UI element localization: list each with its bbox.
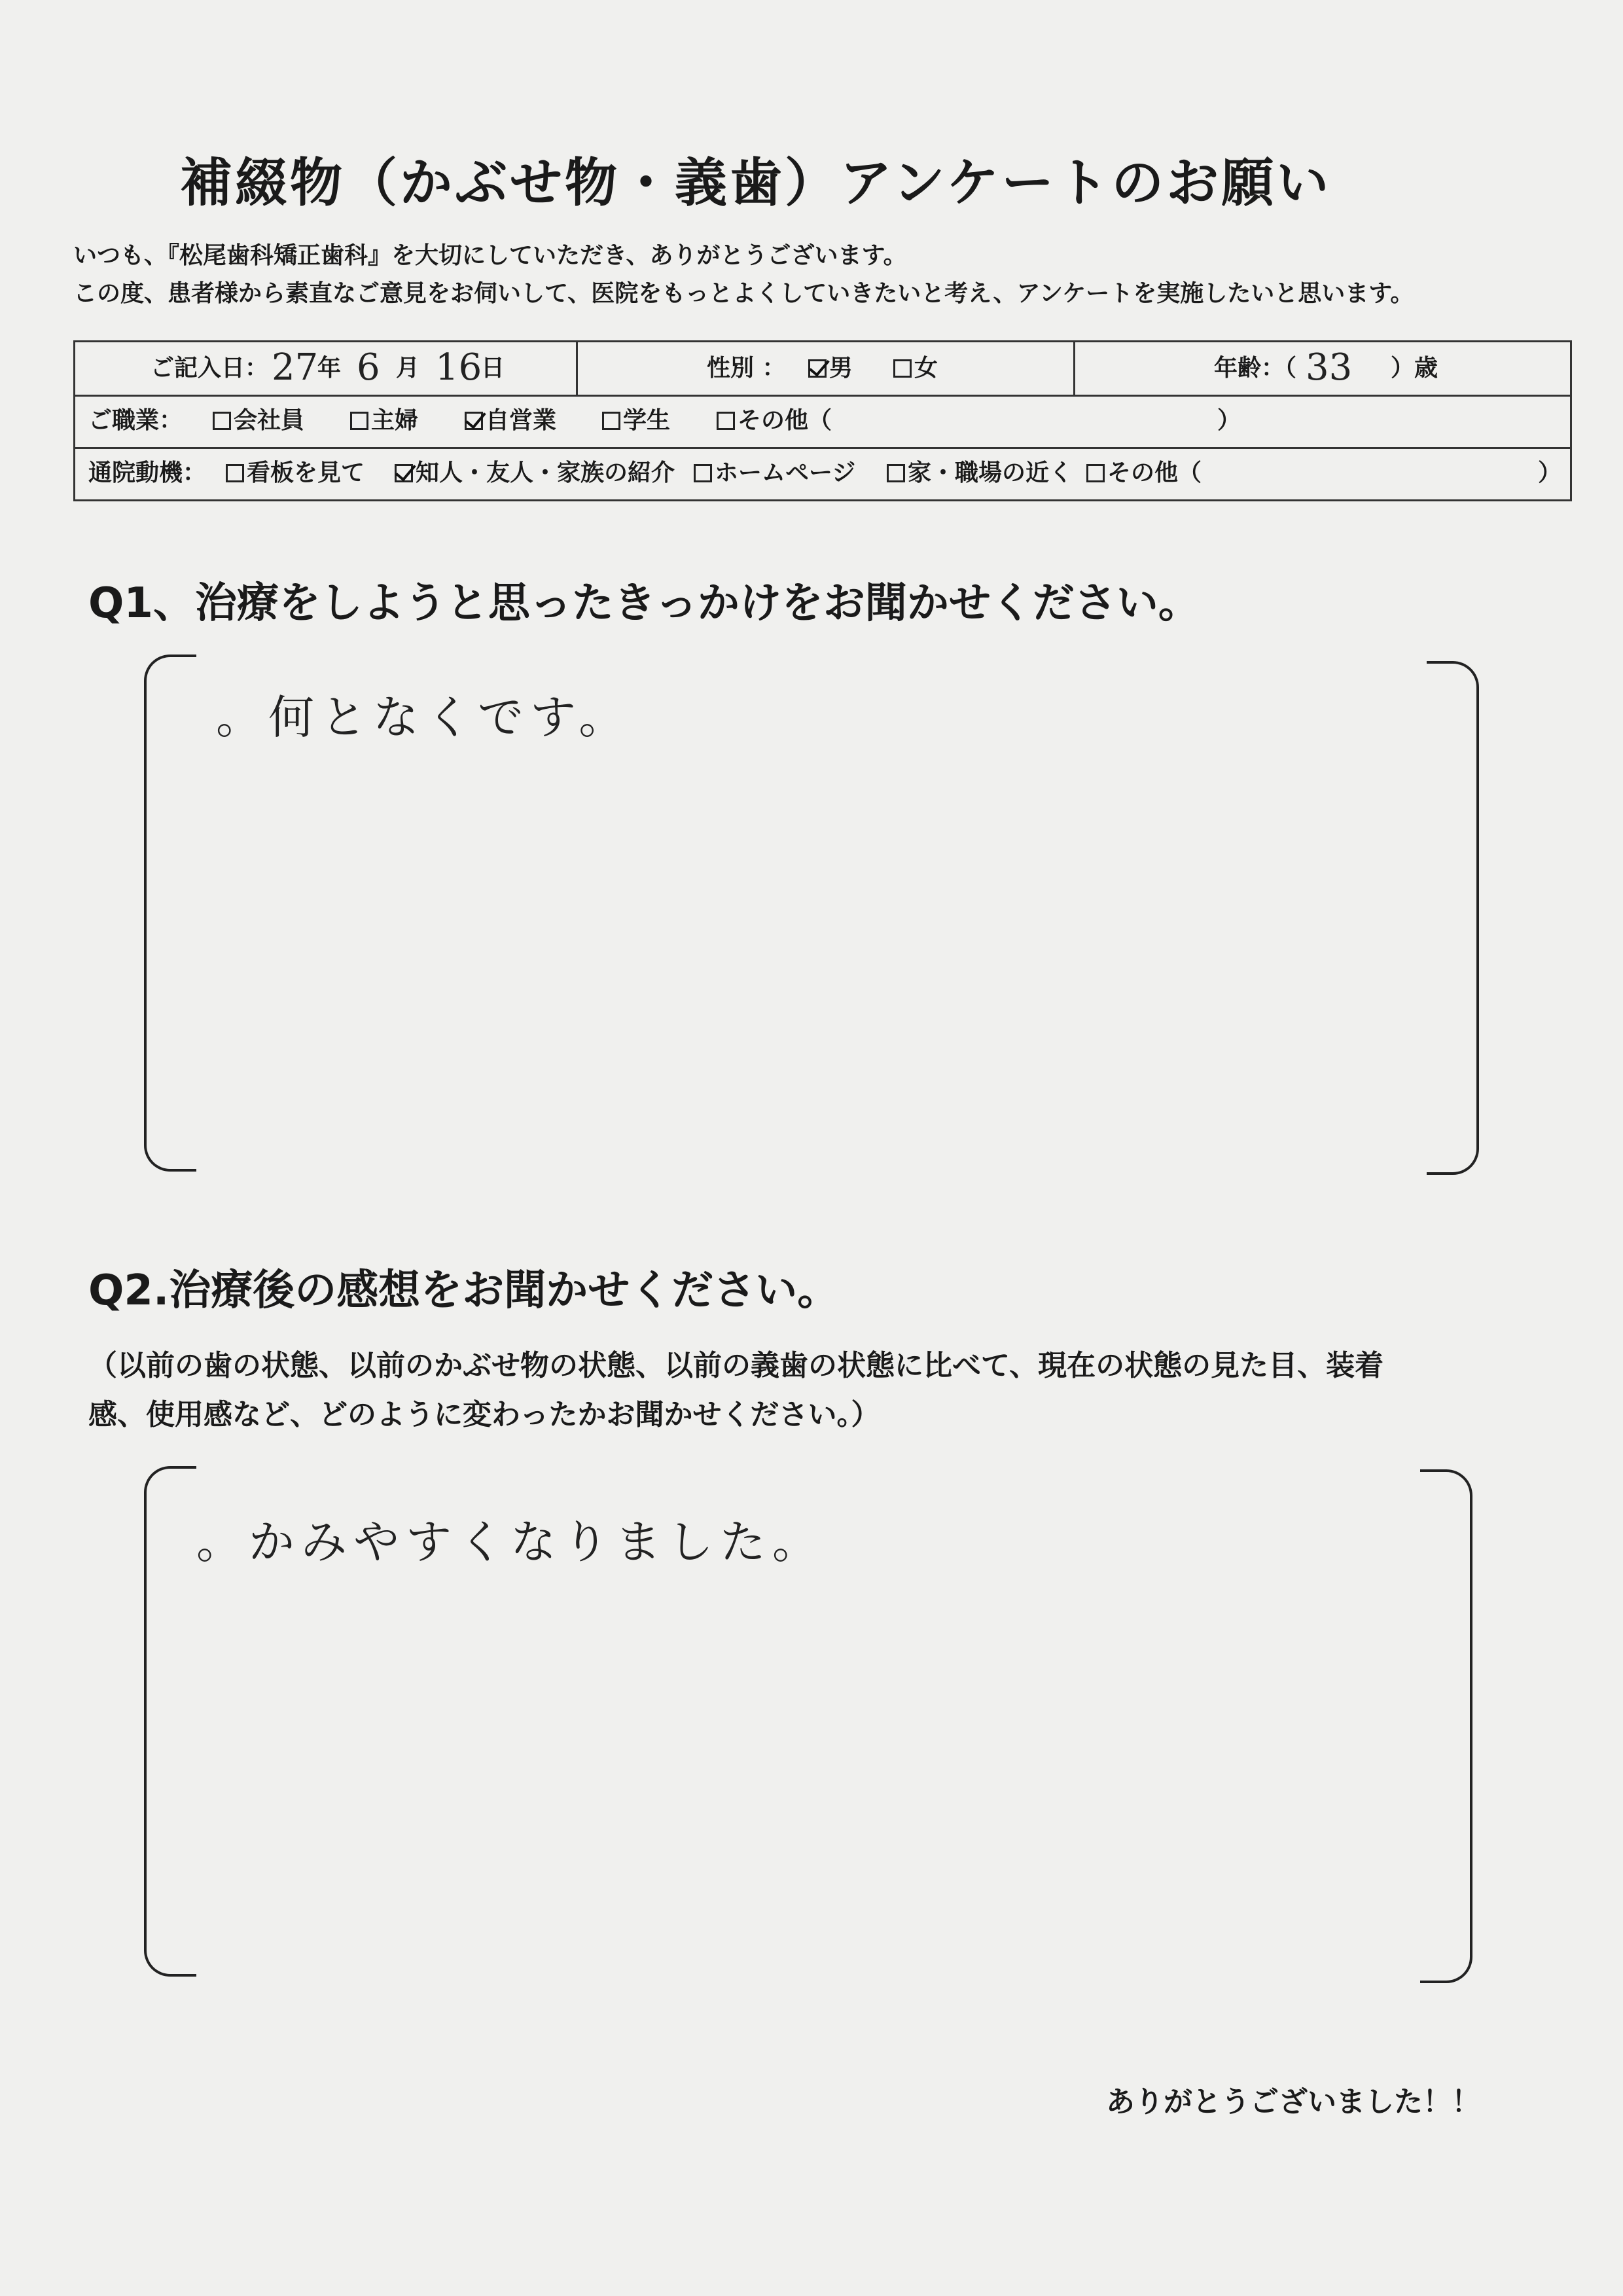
checkbox-icon[interactable] (1086, 464, 1105, 482)
occupation-label: ご職業： (88, 407, 183, 434)
motive-other-close: ） (1538, 459, 1562, 486)
question-2-note-line-1: （以前の歯の状態、以前のかぶせ物の状態、以前の義歯の状態に比べて、現在の状態の見た目、装着 (88, 1349, 1384, 1382)
occupation-option-student[interactable]: 学生 (602, 395, 670, 447)
occupation-other-close: ） (1217, 407, 1241, 434)
answer-1-bracket-left (144, 655, 196, 1172)
checkbox-icon[interactable] (602, 412, 620, 430)
answer-2-text[interactable]: 。かみやすくなりました。 (196, 1515, 825, 1569)
checkbox-icon[interactable] (887, 464, 905, 482)
answer-2-bracket-left (144, 1466, 196, 1977)
cell-divider (1073, 342, 1075, 395)
checkbox-icon[interactable] (226, 464, 244, 482)
age-label: 年齢：（ (1214, 355, 1297, 382)
age-unit: ）歳 (1391, 355, 1438, 382)
date-day-value: 16 (435, 346, 482, 389)
motive-option-nearby[interactable]: 家・職場の近く (887, 447, 1073, 499)
motive-option-other[interactable]: その他（ (1086, 447, 1202, 499)
motive-option-referral[interactable]: 知人・友人・家族の紹介 (395, 447, 675, 499)
closing-thanks: ありがとうございました！！ (1106, 2085, 1480, 2119)
checkbox-icon[interactable] (694, 464, 712, 482)
answer-1-text[interactable]: 。何となくです。 (216, 691, 632, 744)
checkbox-icon[interactable] (213, 412, 231, 430)
motive-option-homepage[interactable]: ホームページ (694, 447, 855, 499)
question-2-note-line-2: 感、使用感など、どのように変わったかお聞かせください。） (88, 1398, 880, 1431)
occupation-option-other[interactable]: その他（ (717, 395, 832, 447)
checkbox-icon[interactable] (350, 412, 368, 430)
info-row-occupation (75, 395, 1570, 449)
motive-label: 通院動機： (88, 459, 207, 486)
gender-label: 性別 ： (707, 355, 786, 382)
occupation-option-housewife[interactable]: 主婦 (350, 395, 418, 447)
date-year-value: 27 (272, 346, 319, 389)
date-day-unit: 日 (481, 355, 505, 382)
question-2: Q2.治療後の感想をお聞かせください。 (88, 1266, 840, 1315)
answer-1-bracket-right (1427, 661, 1479, 1175)
gender-option-male[interactable]: 男 (808, 342, 853, 395)
checkbox-icon[interactable] (808, 359, 827, 378)
age-value: 33 (1306, 346, 1353, 389)
date-month-unit: 月 (396, 355, 420, 382)
date-label: ご記入日： (151, 355, 269, 382)
question-1: Q1、治療をしようと思ったきっかけをお聞かせください。 (88, 579, 1200, 628)
page-title: 補綴物（かぶせ物・義歯）アンケートのお願い (180, 152, 1332, 213)
intro-line-1: いつも、『松尾歯科矯正歯科』を大切にしていただき、ありがとうございます。 (73, 242, 907, 269)
cell-divider (576, 342, 578, 395)
date-month-value: 6 (357, 346, 380, 389)
info-row-date-gender-age (75, 342, 1570, 397)
answer-2-bracket-right (1420, 1469, 1472, 1983)
respondent-info-table (73, 340, 1572, 501)
date-year-unit: 年 (317, 355, 342, 382)
checkbox-icon[interactable] (465, 412, 483, 430)
occupation-option-employee[interactable]: 会社員 (213, 395, 304, 447)
checkbox-icon[interactable] (893, 359, 912, 378)
info-row-motive (75, 447, 1570, 499)
occupation-option-self-employed[interactable]: 自営業 (465, 395, 556, 447)
motive-option-signboard[interactable]: 看板を見て (226, 447, 365, 499)
gender-option-female[interactable]: 女 (893, 342, 938, 395)
checkbox-icon[interactable] (717, 412, 735, 430)
checkbox-icon[interactable] (395, 464, 413, 482)
intro-line-2: この度、患者様から素直なご意見をお伺いして、医院をもっとよくしていきたいと考え、アンケートを実施したいと思います。 (73, 280, 1414, 307)
